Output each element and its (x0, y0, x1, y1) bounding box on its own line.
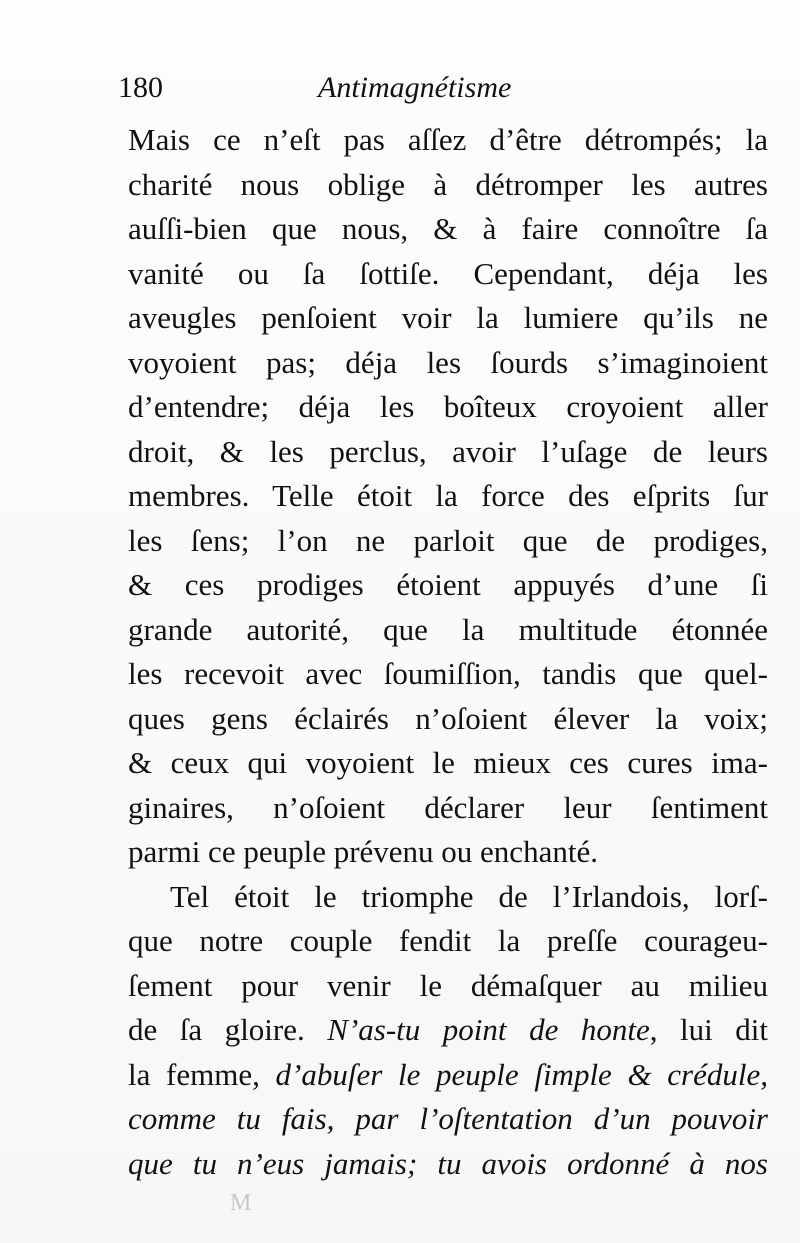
text-line: grande autorité, que la multitude étonnée (128, 611, 768, 647)
text-line: voyoient pas; déja les ſourds s’imaginoient (128, 344, 768, 380)
text-line: ſement pour venir le démaſquer au milieu (128, 967, 768, 1003)
text-line: membres. Telle étoit la force des eſprits ſur (128, 478, 768, 513)
text-line: que tu n’eus jamais; tu avois ordonné à nos (128, 1145, 768, 1181)
text-line: comme tu fais, par l’oſtentation d’un pouvoir (128, 1101, 768, 1136)
text-line (128, 1008, 768, 1053)
text-line: vanité ou ſa ſottiſe. Cependant, déja les (128, 255, 768, 291)
text-line: d’entendre; déja les boîteux croyoient aller (128, 389, 768, 424)
text-line: & ces prodiges étoient appuyés d’une ſi (128, 567, 768, 602)
text-line: aveugles penſoient voir la lumiere qu’ils ne (128, 300, 768, 335)
text-line: & ceux qui voyoient le mieux ces cures ima- (128, 745, 768, 780)
text-line: les ſens; l’on ne parloit que de prodiges, (128, 522, 768, 558)
italic-phrase: N’as-tu point de honte (327, 1012, 650, 1047)
text-line: que notre couple fendit la preſſe courageu- (128, 923, 768, 958)
text-line: les recevoit avec ſoumiſſion, tandis que quel- (128, 656, 768, 691)
running-title: Antimagnétisme (318, 71, 512, 104)
text-phrase: , lui dit (649, 1012, 768, 1047)
text-line: ques gens éclairés n’oſoient élever la voix; (128, 700, 768, 736)
text-phrase: de ſa gloire. (128, 1012, 328, 1047)
text-line: droit, & les perclus, avoir l’uſage de leurs (128, 433, 768, 469)
page-number: 180 (118, 71, 163, 104)
signature-mark: M (230, 1190, 254, 1216)
text-line: ginaires, n’oſoient déclarer leur ſentiment (128, 789, 768, 825)
italic-phrase: d’abuſer le peuple ſimple & crédule, (275, 1056, 768, 1092)
text-phrase: la femme, (128, 1056, 276, 1092)
text-line (128, 1053, 768, 1098)
text-line: Mais ce n’eſt pas aſſez d’être détrompés; la (128, 122, 768, 157)
body-text (128, 118, 768, 1186)
text-line: auſſi-bien que nous, & à faire connoître ſa (128, 211, 768, 246)
page-header (118, 68, 588, 108)
text-line: Tel étoit le triomphe de l’Irlandois, lorſ- (170, 878, 768, 914)
text-line: charité nous oblige à détromper les autres (128, 166, 768, 202)
text-line: parmi ce peuple prévenu ou enchanté. (128, 834, 598, 869)
